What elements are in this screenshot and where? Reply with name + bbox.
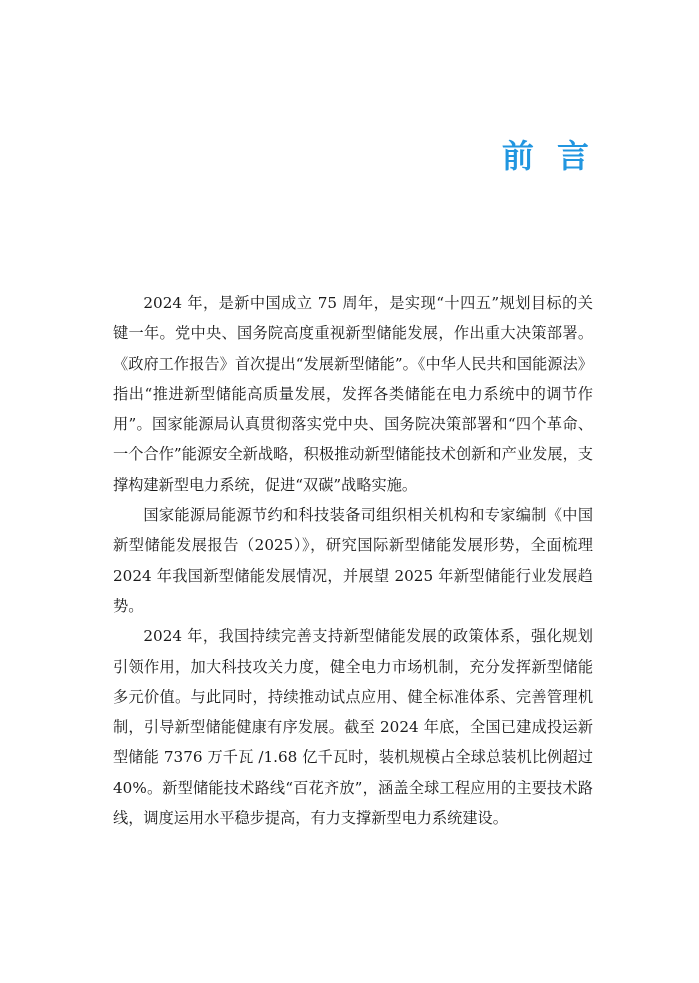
paragraph-2: 国家能源局能源节约和科技装备司组织相关机构和专家编制《中国新型储能发展报告（2025）》，研究国际新型储能发展形势，全面梳理 2024 年我国新型储能发展情况，并展望 2025 年新型储能行业发展趋势。 bbox=[113, 506, 593, 615]
body-text bbox=[113, 288, 593, 833]
paragraph-3: 2024 年，我国持续完善支持新型储能发展的政策体系，强化规划引领作用，加大科技攻关力度，健全电力市场机制，充分发挥新型储能多元价值。与此同时，持续推动试点应用、健全标准体系、完善管理机制，引导新型储能健康有序发展。截至 2024 年底，全国已建成投运新型储能 7376 万千瓦 /1.68 亿千瓦时，装机规模占全球总装机比例超过 40%。新型储能技术路线“百花齐放”，涵盖全球工程应用的主要技术路线，调度运用水平稳步提高，有力支撑新型电力系统建设。 bbox=[113, 627, 593, 828]
page-title: 前 言 bbox=[501, 137, 595, 175]
paragraph-1: 2024 年，是新中国成立 75 周年，是实现“十四五”规划目标的关键一年。党中央、国务院高度重视新型储能发展，作出重大决策部署。《政府工作报告》首次提出“发展新型储能”。《中华人民共和国能源法》指出“推进新型储能高质量发展，发挥各类储能在电力系统中的调节作用”。国家能源局认真贯彻落实党中央、国务院决策部署和“四个革命、一个合作”能源安全新战略，积极推动新型储能技术创新和产业发展，支撑构建新型电力系统，促进“双碳”战略实施。 bbox=[113, 294, 593, 494]
